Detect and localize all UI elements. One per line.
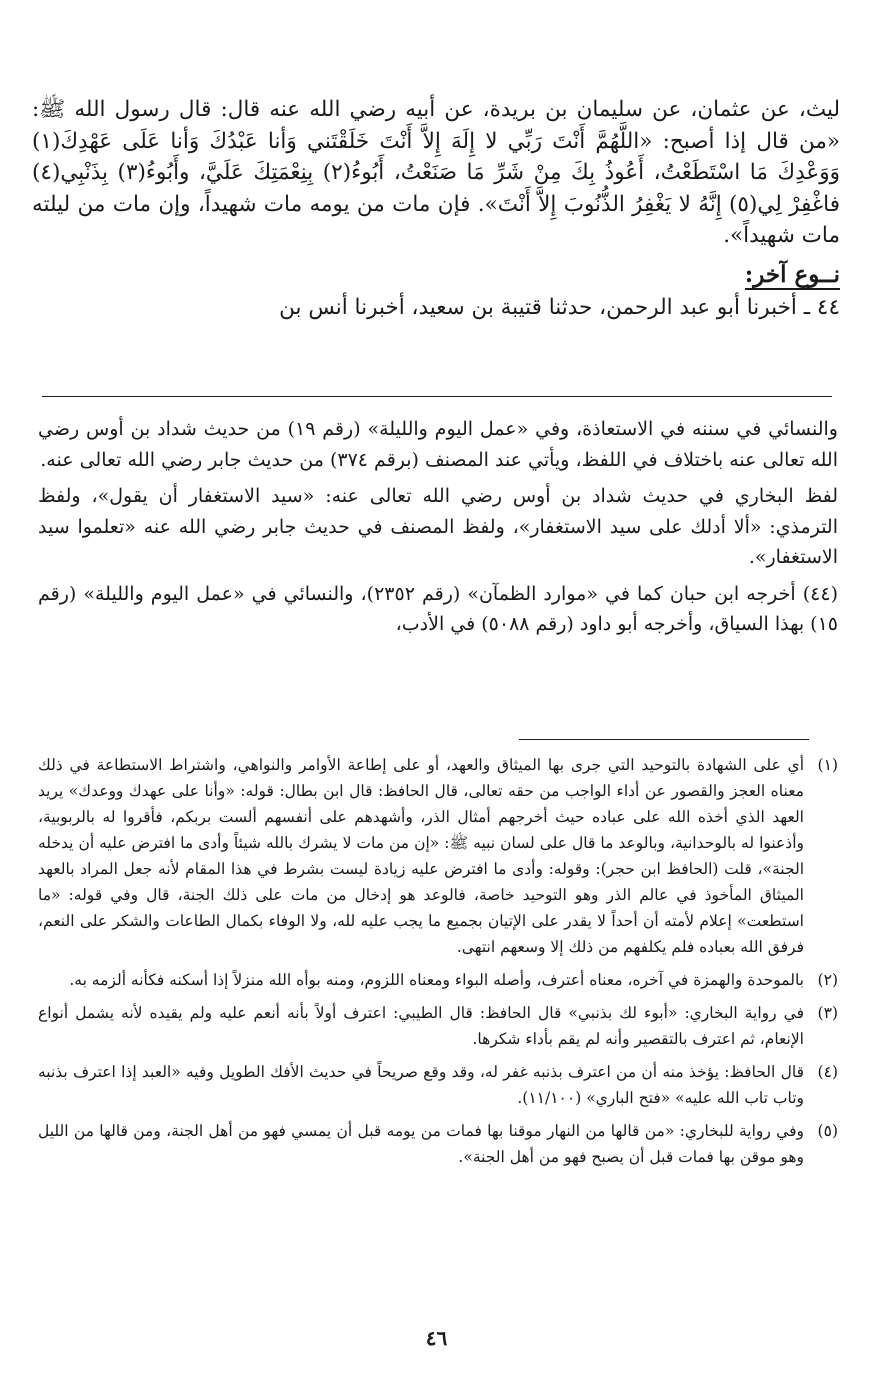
footnote-5 (38, 1118, 838, 1170)
footnotes-section (38, 752, 838, 1177)
footnote-divider (519, 739, 809, 740)
note-paragraph-1: والنسائي في سننه في الاستعاذة، وفي «عمل اليوم والليلة» (رقم ١٩) من حديث شداد بن أوس رضي الله تعالى عنه باختلاف في اللفظ، ويأتي عند المصنف (برقم ٣٧٤) من حديث جابر رضي الله تعالى عنه. (38, 418, 838, 471)
section-heading-text: نــوع آخر: (744, 260, 840, 288)
footnote-text: أي على الشهادة بالتوحيد التي جرى بها الميثاق والعهد، أو على إطاعة الأوامر والنواهي، واشتراط الاستطاعة في ذلك معناه العجز والقصور عن أداء الواجب من حقه تعالى، قال الحافظ: قال ابن بطال: قوله: «وأنا على عهدك ووعدك» يريد العهد الذي أخذه الله على عباده حيث أخرجهم أمثال الذر، وأشهدهم على أنفسهم ألست بربكم، فأقروا له بالربوبية، وأذعنوا له بالوحدانية، وبالوعد ما قال على لسان نبيه ﷺ: «إن من مات لا يشرك بالله شيئاً وأدى ما افترض عليه أن يدخله الجنة»، قلت (الحافظ ابن حجر): وقوله: وأدى ما افترض عليه زيادة ليست بشرط في هذا المقام لأنه جعل المراد بالعهد الميثاق المأخوذ في عالم الذر وهو التوحيد خاصة، فالوعد هو إدخال من مات على ذلك الجنة، قال وفي قوله: «ما استطعت» إعلام لأمته أن أحداً لا يقدر على الإتيان بجميع ما يجب عليه لله، ولا الوفاء بكمال الطاعات والشكر على النعم، فرفق الله بعباده فلم يكلفهم من ذلك إلا وسعهم انتهى. (38, 756, 804, 956)
note-paragraph-2: لفظ البخاري في حديث شداد بن أوس رضي الله تعالى عنه: «سيد الاستغفار أن يقول»، ولفظ الترمذي: «ألا أدلك على سيد الاستغفار»، ولفظ المصنف في حديث جابر رضي الله عنه «تعلموا سيد الاستغفار». (38, 485, 839, 568)
footnote-number: (٣) (817, 1004, 838, 1022)
footnote-number: (٢) (817, 971, 838, 989)
hadith-paragraph: ٤٤ ـ أخبرنا أبو عبد الرحمن، حدثنا قتيبة بن سعيد، أخبرنا أنس بن (279, 294, 840, 320)
note-paragraph-3: (٤٤) أخرجه ابن حبان كما في «موارد الظمآن» (رقم ٢٣٥٢)، والنسائي في «عمل اليوم والليلة» (رقم ١٥) بهذا السياق، وأخرجه أبو داود (رقم ٥٠٨٨) في الأدب، (38, 582, 838, 635)
footnote-number: (١) (817, 756, 838, 774)
footnote-1 (38, 752, 838, 960)
footnote-text: قال الحافظ: يؤخذ منه أن من اعترف بذنبه غفر له، وقد وقع صريحاً في حديث الأفك الطويل وفيه «العبد إذا اعترف بذنبه وتاب تاب الله عليه» «فتح الباري» (١١/١٠٠). (38, 1063, 804, 1107)
main-paragraph: ليث، عن عثمان، عن سليمان بن بريدة، عن أبيه رضي الله عنه قال: قال رسول الله ﷺ: «من قال إذا أصبح: «اللَّهُمَّ أَنْتَ رَبِّي لا إِلَهَ إِلاَّ أَنْتَ خَلَقْتَني وَأنا عَبْدُكَ وَأنا عَلَى عَهْدِكَ(١) وَوَعْدِكَ مَا اسْتَطَعْتُ، أَعُوذُ بِكَ مِنْ شَرِّ مَا صَنَعْتُ، أَبُوءُ(٢) بِنِعْمَتِكَ عَلَيَّ، وأَبُوءُ(٣) بِذَنْبِي(٤) فاغْفِرْ لِي(٥) إِنَّهُ لا يَغْفِرُ الذُّنُوبَ إِلاَّ أَنْتَ». فإن مات من يومه مات شهيداً، وإن مات من ليلته مات شهيداً». (32, 97, 840, 248)
footnote-text: وفي رواية للبخاري: «من قالها من النهار موقنا بها فمات من يومه قبل أن يمسي فهو من أهل الجنة، ومن قالها من الليل وهو موقن بها فمات قبل أن يصبح فهو من أهل الجنة». (38, 1122, 804, 1166)
footnote-text: بالموحدة والهمزة في آخره، معناه أعترف، وأصله البواء ومعناه اللزوم، ومنه بوأه الله منزلاً إذا أسكنه فكأنه ألزمه به. (69, 971, 804, 989)
page-number: ٤٦ (425, 1326, 448, 1350)
footnote-number: (٥) (817, 1122, 838, 1140)
section-heading (32, 258, 840, 292)
notes-section (38, 414, 838, 646)
footnote-4 (38, 1059, 838, 1111)
main-text (32, 94, 840, 323)
divider-line (42, 396, 832, 397)
footnote-text: في رواية البخاري: «أبوء لك بذنبي» قال الحافظ: قال الطيبي: اعترف أولاً بأنه أنعم عليه ولم يقيده لأنه يشمل أنواع الإنعام، ثم اعترف بالتقصير وأنه لم يقم بأداء شكرها. (38, 1004, 804, 1048)
footnote-3 (38, 1000, 838, 1052)
footnote-2 (38, 967, 838, 993)
footnote-number: (٤) (817, 1063, 838, 1081)
